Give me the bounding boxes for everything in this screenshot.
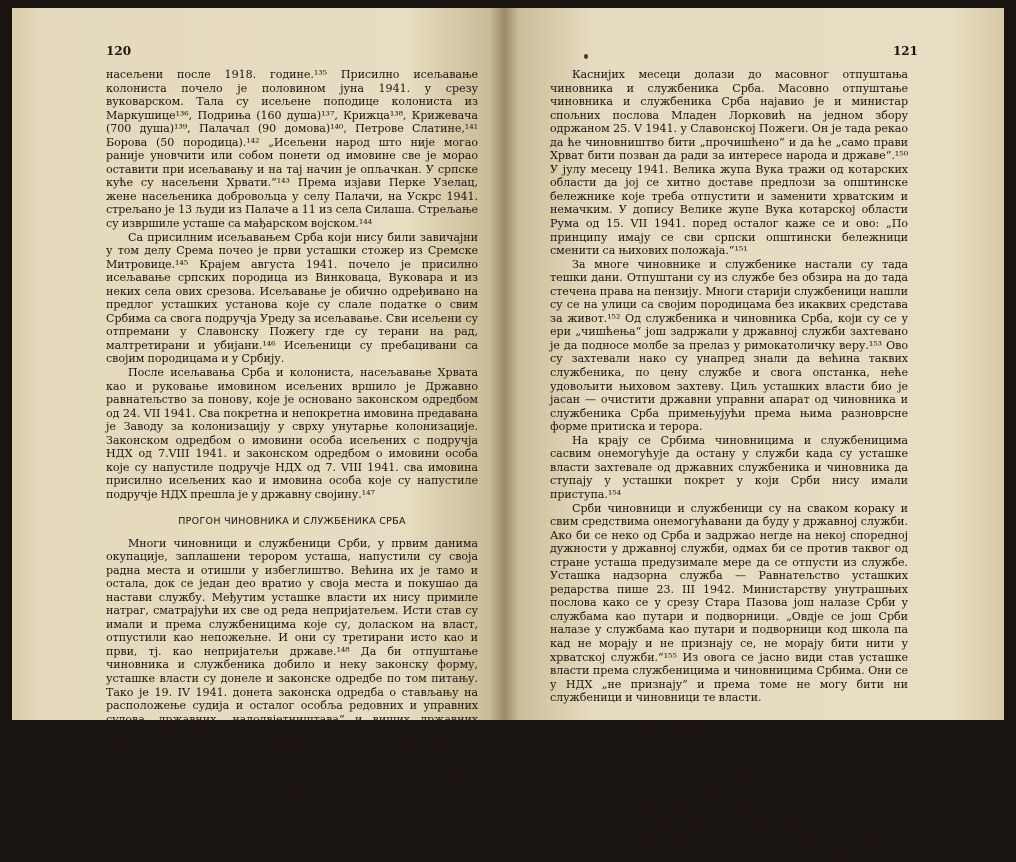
body-paragraph: Многи чиновници и службеници Срби, у првим данима окупације, заплашени терором усташа, напустили су своја радна места и отишли у избеглиштво. Већина их је тамо и остала, док се један део вратио у своја места и покушао да настави службу. Међутим усташке власти их нису примиле натраг, сматрајући их све од реда непријатељем. Исти став су имали и према службеницима које су, доласком на власт, отпустили као непожељне. И они су третирани исто као и први, тј. као непријатељи државе.¹⁴⁸ Да би отпуштање чиновника и службеника добило и неку законску форму, усташке власти су донеле и законске одредбе по том питању. Тако је 19. IV 1941. донета законска одредба о стављању на расположење судија и осталог особља редовних и управних судова, државних „надодвјетништава“ и виших државних тужитеља. 12. VII 1941. донета је законска одредба о стављању на расположење свега особља православне струке. Према тим одредбама отпуштени су чиновници и службеници без обзира на све прописе који су до тада постојали у погледу њихове службе. Отпуштани су и без икаквог образложења.¹⁴⁹ xyxy=(106,536,478,794)
body-paragraph: На крају се Србима чиновницима и службеницима сасвим онемогућује да остану у служби када су усташке власти захтевале од државних службеника и чиновника да ступају у усташки покрет у који Срби нису имали приступа.¹⁵⁴ xyxy=(550,433,908,501)
page-number: 120 xyxy=(106,44,132,58)
body-paragraph: Каснијих месеци долази до масовног отпуштања чиновника и службеника Срба. Масовно отпуштање чиновника и службеника Срба најавио је и министар спољних послова Младен Лорковић на једном збору одржаном 25. V 1941. у Славонској Пожеги. Он је тада рекао да ће чиновништво бити „прочишћено“ и да ће „само прави Хрват бити позван да ради за интересе народа и државе“.¹⁵⁰ У јулу месецу 1941. Велика жупа Вука тражи од котарских области да јој се хитно доставе предлози за општинске бележнике које треба отпустити и заменити хрватским и немачким. У допису Велике жупе Вука котарској области Рума од 15. VII 1941. поред осталог каже се и ово: „По принципу имају се сви српски општински бележници сменити са њихових положаја.“¹⁵¹ xyxy=(550,68,908,258)
book-spread xyxy=(12,8,1004,862)
body-paragraph: Усташко-немачки терор није заобишао ни православно свештенство у Срему. Из западних крајева Хрватске у тим првим данима окупације допирале су у Срем сталнo вести о страховитим зверствима усташа над тамошњим српским живљем и православним свештенством. Под утицајем оваквих вести, један део православних свештеника напустио је своје парохије и пребегао са породицама у Србију.¹⁵⁶ Мањи део свештенства ухапшен је и протеран заједно са xyxy=(550,753,908,862)
body-paragraph: Са присилним исељавањем Срба који нису били завичајни у том делу Срема почео је први усташки стожер из Сремске Митровице.¹⁴⁵ Крајем августа 1941. почело је присилно исељавање српских породица из Винковаца, Вуковара и из неких села ових срезова. Исељавање је обично одређивано на предлог усташких установа које су слале податке о свим Србима са свога подручја Уреду за исељавање. Сви исељени су отпремани у Славонску Пожегу где су терани на рад, малтретирани и убијани.¹⁴⁶ Исељеници су пребацивани са својим породицама и у Србију. xyxy=(106,230,478,366)
right-page xyxy=(504,8,1004,862)
right-page-body xyxy=(550,68,908,862)
page-number: 121 xyxy=(892,44,918,58)
body-paragraph: За многе чиновнике и службенике настали су тада тешки дани. Отпуштани су из службе без обзира на до тада стечена права на пензију. Многи старији службеници нашли су се на улици са својим породицама без икаквих средстава за живот.¹⁵² Од службеника и чиновника Срба, који су се у ери „чишћења“ још задржали у државној служби захтевано је да подносе молбе за прелаз у римокатоличку веру.¹⁵³ Ово су захтевали нако су унапред знали да већина таквих службеника, по цену службе и свога опстанка, неће удовољити њиховом захтеву. Циљ усташких власти био је јасан — очистити државни управни апарат од чиновника и службеника Срба примењујући према њима разноврсне форме притиска и терора. xyxy=(550,257,908,434)
body-paragraph: насељени после 1918. године.¹³⁵ Присилно исељавање колониста почело је половином јуна 1941. у срезу вуковарском. Тала су исељене поподице колониста из Маркушице¹³⁶, Подриња (160 душа)¹³⁷, Крижца¹³⁸, Крижевача (700 душа)¹³⁹, Палачал (90 домова)¹⁴⁰, Петрове Слатине,¹⁴¹ Борова (50 породица).¹⁴² „Исељени народ што није могао раније уновчити или собом понети од имовине све је морао оставити при исељавању и на тај начин је опљачкан. У српске куће су насељени Хрвати.“¹⁴³ Према изјави Перке Узелац, жене насељеника добровољца у селу Палачи, на Ускрс 1941. стрељано је 13 људи из Палаче а 11 из села Силаша. Стрељање су извршиле усташе са мађарском војском.¹⁴⁴ xyxy=(106,68,478,231)
left-page-body xyxy=(106,68,478,794)
section-heading: ПРОГОН ЧИНОВНИКА И СЛУЖБЕНИКА СРБА xyxy=(178,515,406,527)
binding-mark xyxy=(584,54,588,59)
section-heading: ПРОГОН ПРАВОСЛАВНОГ СВЕШТЕНСТВА xyxy=(623,728,835,740)
body-paragraph: После исељавања Срба и колониста, насељавање Хрвата као и руковање имовином исељених вршило је Државно равнатељство за понову, које је основано законском одредбом од 24. VII 1941. Сва покретна и непокретна имовина предавана је Заводу за колонизацију у сврху унутарње колонизације. Законском одредбом о имовини особа исељених с подручја НДХ од 7.VIII 1941. и законском одредбом о имовини особа које су напустиле подручје НДХ од 7. VIII 1941. сва имовина присилно исељених као и имовина особа које су напустиле подручје НДХ прешла је у државну својину.¹⁴⁷ xyxy=(106,366,478,501)
body-paragraph: Срби чиновници и службеници су на сваком кораку и свим средствима онемогућавани да буду у државној служби. Ако би се неко од Срба и задржао негде на некој споредној дужности у државној служби, одмах би се против таквог од стране усташа предузимале мере да се отпусти из службе. Усташка надзорна служба — Равнатељство усташких редарства пише 23. III 1942. Министарству унутрашњих послова како се у срезу Стара Пазова још налазе Срби у службама као путари и подворници. „Овдје се још Срби налазе у службама као путари и подворници код школа па кад не морају и не признају се, не морају бити нити у хрватској служби.“¹⁵⁵ Из овога се јасно види став усташке власти према службеницима и чиновницима Србима. Они се у НДХ „не признају“ и према томе не могу бити ни службеници и чиновници те власти. xyxy=(550,501,908,705)
left-page xyxy=(12,8,504,794)
